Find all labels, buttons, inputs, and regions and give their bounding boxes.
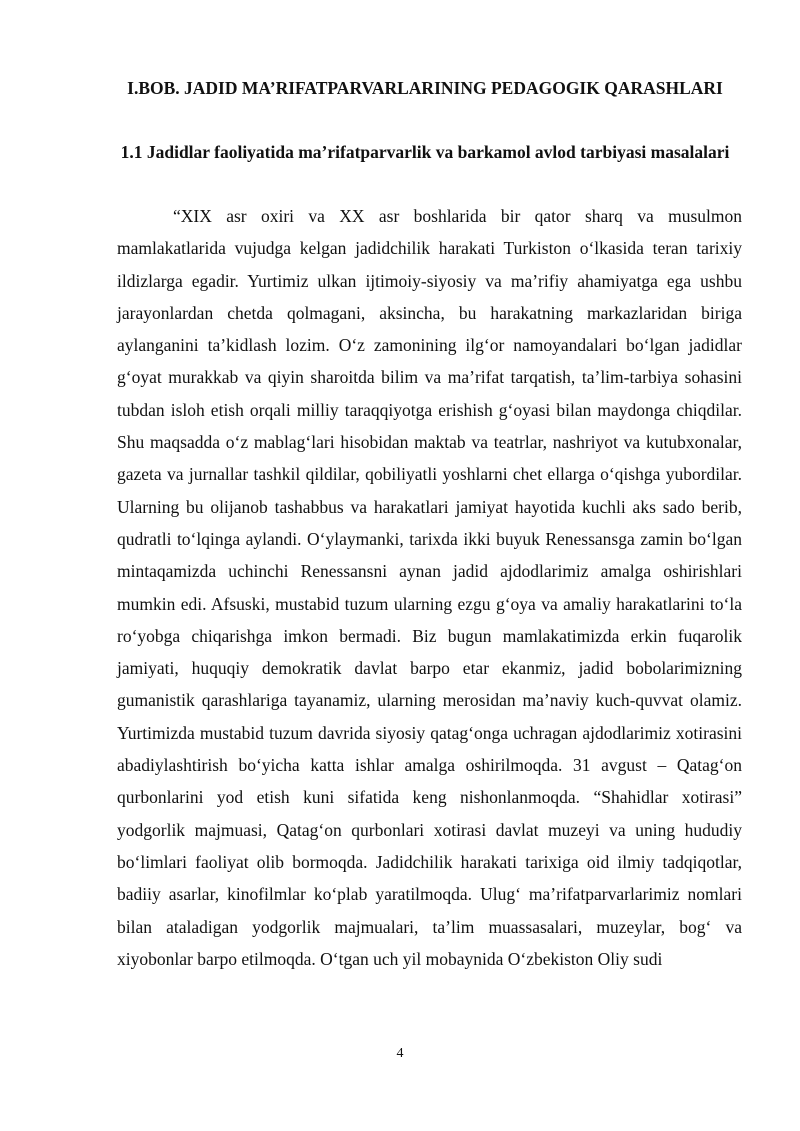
body-paragraph: “XIX asr oxiri va XX asr boshlarida bir qator sharq va musulmon mamlakatlarida vujudga kelgan jadidchilik harakati Turkiston o‘lkasida teran tarixiy ildizlarga egadir. Yurtimiz ulkan ijtimoiy-siyosiy va ma’rifiy ahamiyatga ega ushbu jarayonlardan chetda qolmagani, aksincha, bu harakatning markazlaridan biriga aylanganini ta’kidlash lozim. O‘z zamonining ilg‘or namoyandalari bo‘lgan jadidlar g‘oyat murakkab va qiyin sharoitda bilim va ma’rifat tarqatish, ta’lim-tarbiya sohasini tubdan isloh etish orqali milliy taraqqiyotga erishish g‘oyasi bilan maydonga chiqdilar. Shu maqsadda o‘z mablag‘lari hisobidan maktab va teatrlar, nashriyot va kutubxonalar, gazeta va jurnallar tashkil qildilar, qobiliyatli yoshlarni chet ellarga o‘qishga yubordilar. Ularning bu olijanob tashabbus va harakatlari jamiyat hayotida kuchli aks sado berib, qudratli to‘lqinga aylandi. O‘ylaymanki, tarixda ikki buyuk Renessansga zamin bo‘lgan mintaqamizda uchinchi Renessansni aynan jadid ajdodlarimiz amalga oshirishlari mumkin edi. Afsuski, mustabid tuzum ularning ezgu g‘oya va amaliy harakatlarini to‘la ro‘yobga chiqarishga imkon bermadi. Biz bugun mamlakatimizda erkin fuqarolik jamiyati, huquqiy demokratik davlat barpo etar ekanmiz, jadid bobolarimizning gumanistik qarashlariga tayanamiz, ularning merosidan ma’naviy kuch-quvvat olamiz. Yurtimizda mustabid tuzum davrida siyosiy qatag‘onga uchragan ajdodlarimiz xotirasini abadiylashtirish bo‘yicha katta ishlar amalga oshirilmoqda. 31 avgust – Qatag‘on qurbonlarini yod etish kuni sifatida keng nishonlanmoqda. “Shahidlar xotirasi” yodgorlik majmuasi, Qatag‘on qurbonlari xotirasi davlat muzeyi va uning hududiy bo‘limlari faoliyat olib bormoqda. Jadidchilik harakati tarixiga oid ilmiy tadqiqotlar, badiiy asarlar, kinofilmlar ko‘plab yaratilmoqda. Ulug‘ ma’rifatparvarlarimiz nomlari bilan ataladigan yodgorlik majmualari, ta’lim muassasalari, muzeylar, bog‘ va xiyobonlar barpo etilmoqda. O‘tgan uch yil mobaynida O‘zbekiston Oliy sudi <box>117 206 742 969</box>
page-number: 4 <box>396 1046 404 1061</box>
chapter-title: I.BOB. JADID MA’RIFATPARVARLARINING PEDAGOGIK QARASHLARI <box>127 78 723 98</box>
section-title: 1.1 Jadidlar faoliyatida ma’rifatparvarlik va barkamol avlod tarbiyasi masalalari <box>120 142 730 162</box>
